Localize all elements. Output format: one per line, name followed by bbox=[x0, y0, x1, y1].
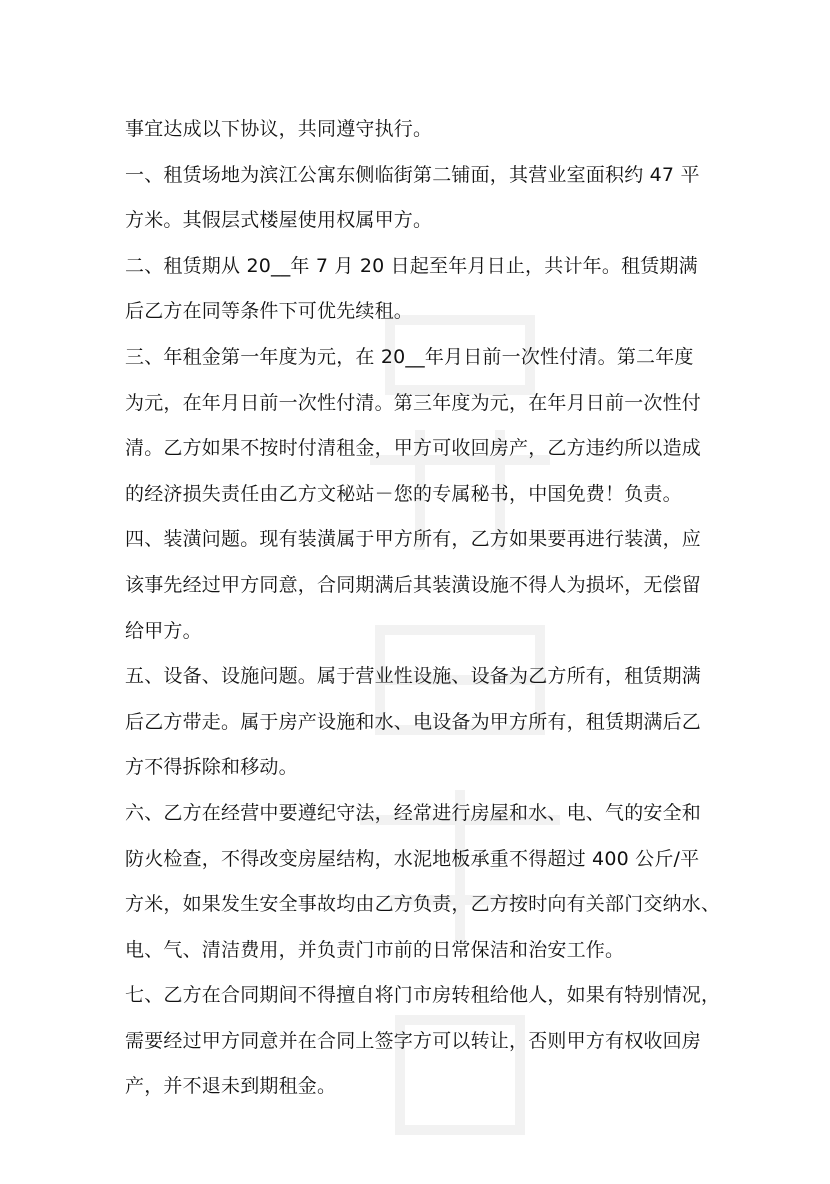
text-line: 方米，如果发生安全事故均由乙方负责，乙方按时向有关部门交纳水、 bbox=[125, 893, 721, 916]
paragraph-clause-4 bbox=[125, 517, 715, 654]
text-line: 一、租赁场地为滨江公寓东侧临街第二铺面，其营业室面积约 47 平 bbox=[125, 163, 700, 186]
paragraph-clause-7 bbox=[125, 973, 721, 1110]
text-line: 电、气、清洁费用，并负责门市前的日常保洁和治安工作。 bbox=[125, 938, 625, 961]
text-line: 产，并不退未到期租金。 bbox=[125, 1075, 337, 1098]
paragraph-clause-2 bbox=[125, 244, 715, 335]
paragraph-clause-1 bbox=[125, 153, 715, 244]
text-line: 事宜达成以下协议，共同遵守执行。 bbox=[125, 118, 433, 140]
text-line: 防火检查，不得改变房屋结构，水泥地板承重不得超过 400 公斤/平 bbox=[125, 847, 700, 870]
text-line: 的经济损失责任由乙方文秘站－您的专属秘书，中国免费！负责。 bbox=[125, 482, 682, 505]
paragraph-clause-5 bbox=[125, 654, 715, 791]
text-line: 需要经过甲方同意并在合同上签字方可以转让，否则甲方有权收回房 bbox=[125, 1029, 702, 1052]
text-line: 方不得拆除和移动。 bbox=[125, 756, 298, 779]
text-line: 给甲方。 bbox=[125, 619, 202, 642]
text-line: 该事先经过甲方同意，合同期满后其装潢设施不得人为损坏，无偿留 bbox=[125, 573, 702, 596]
text-line: 六、乙方在经营中要遵纪守法，经常进行房屋和水、电、气的安全和 bbox=[125, 801, 702, 824]
text-line: 后乙方在同等条件下可优先续租。 bbox=[125, 300, 414, 323]
paragraph-intro bbox=[125, 107, 715, 153]
text-line: 二、租赁期从 20__年 7 月 20 日起至年月日止，共计年。租赁期满 bbox=[125, 254, 698, 277]
contract-body bbox=[125, 107, 721, 1110]
text-line: 后乙方带走。属于房产设施和水、电设备为甲方所有，租赁期满后乙 bbox=[125, 710, 702, 733]
paragraph-clause-3 bbox=[125, 335, 715, 517]
text-line: 方米。其假层式楼屋使用权属甲方。 bbox=[125, 209, 433, 232]
text-line: 为元，在年月日前一次性付清。第三年度为元，在年月日前一次性付 bbox=[125, 391, 702, 414]
text-line: 三、年租金第一年度为元，在 20__年月日前一次性付清。第二年度 bbox=[125, 345, 694, 368]
paragraph-clause-6 bbox=[125, 791, 721, 973]
text-line: 四、装潢问题。现有装潢属于甲方所有，乙方如果要再进行装潢，应 bbox=[125, 528, 702, 551]
text-line: 七、乙方在合同期间不得擅自将门市房转租给他人，如果有特别情况， bbox=[125, 984, 721, 1007]
text-line: 五、设备、设施问题。属于营业性设施、设备为乙方所有，租赁期满 bbox=[125, 665, 702, 688]
text-line: 清。乙方如果不按时付清租金，甲方可收回房产，乙方违约所以造成 bbox=[125, 437, 702, 460]
